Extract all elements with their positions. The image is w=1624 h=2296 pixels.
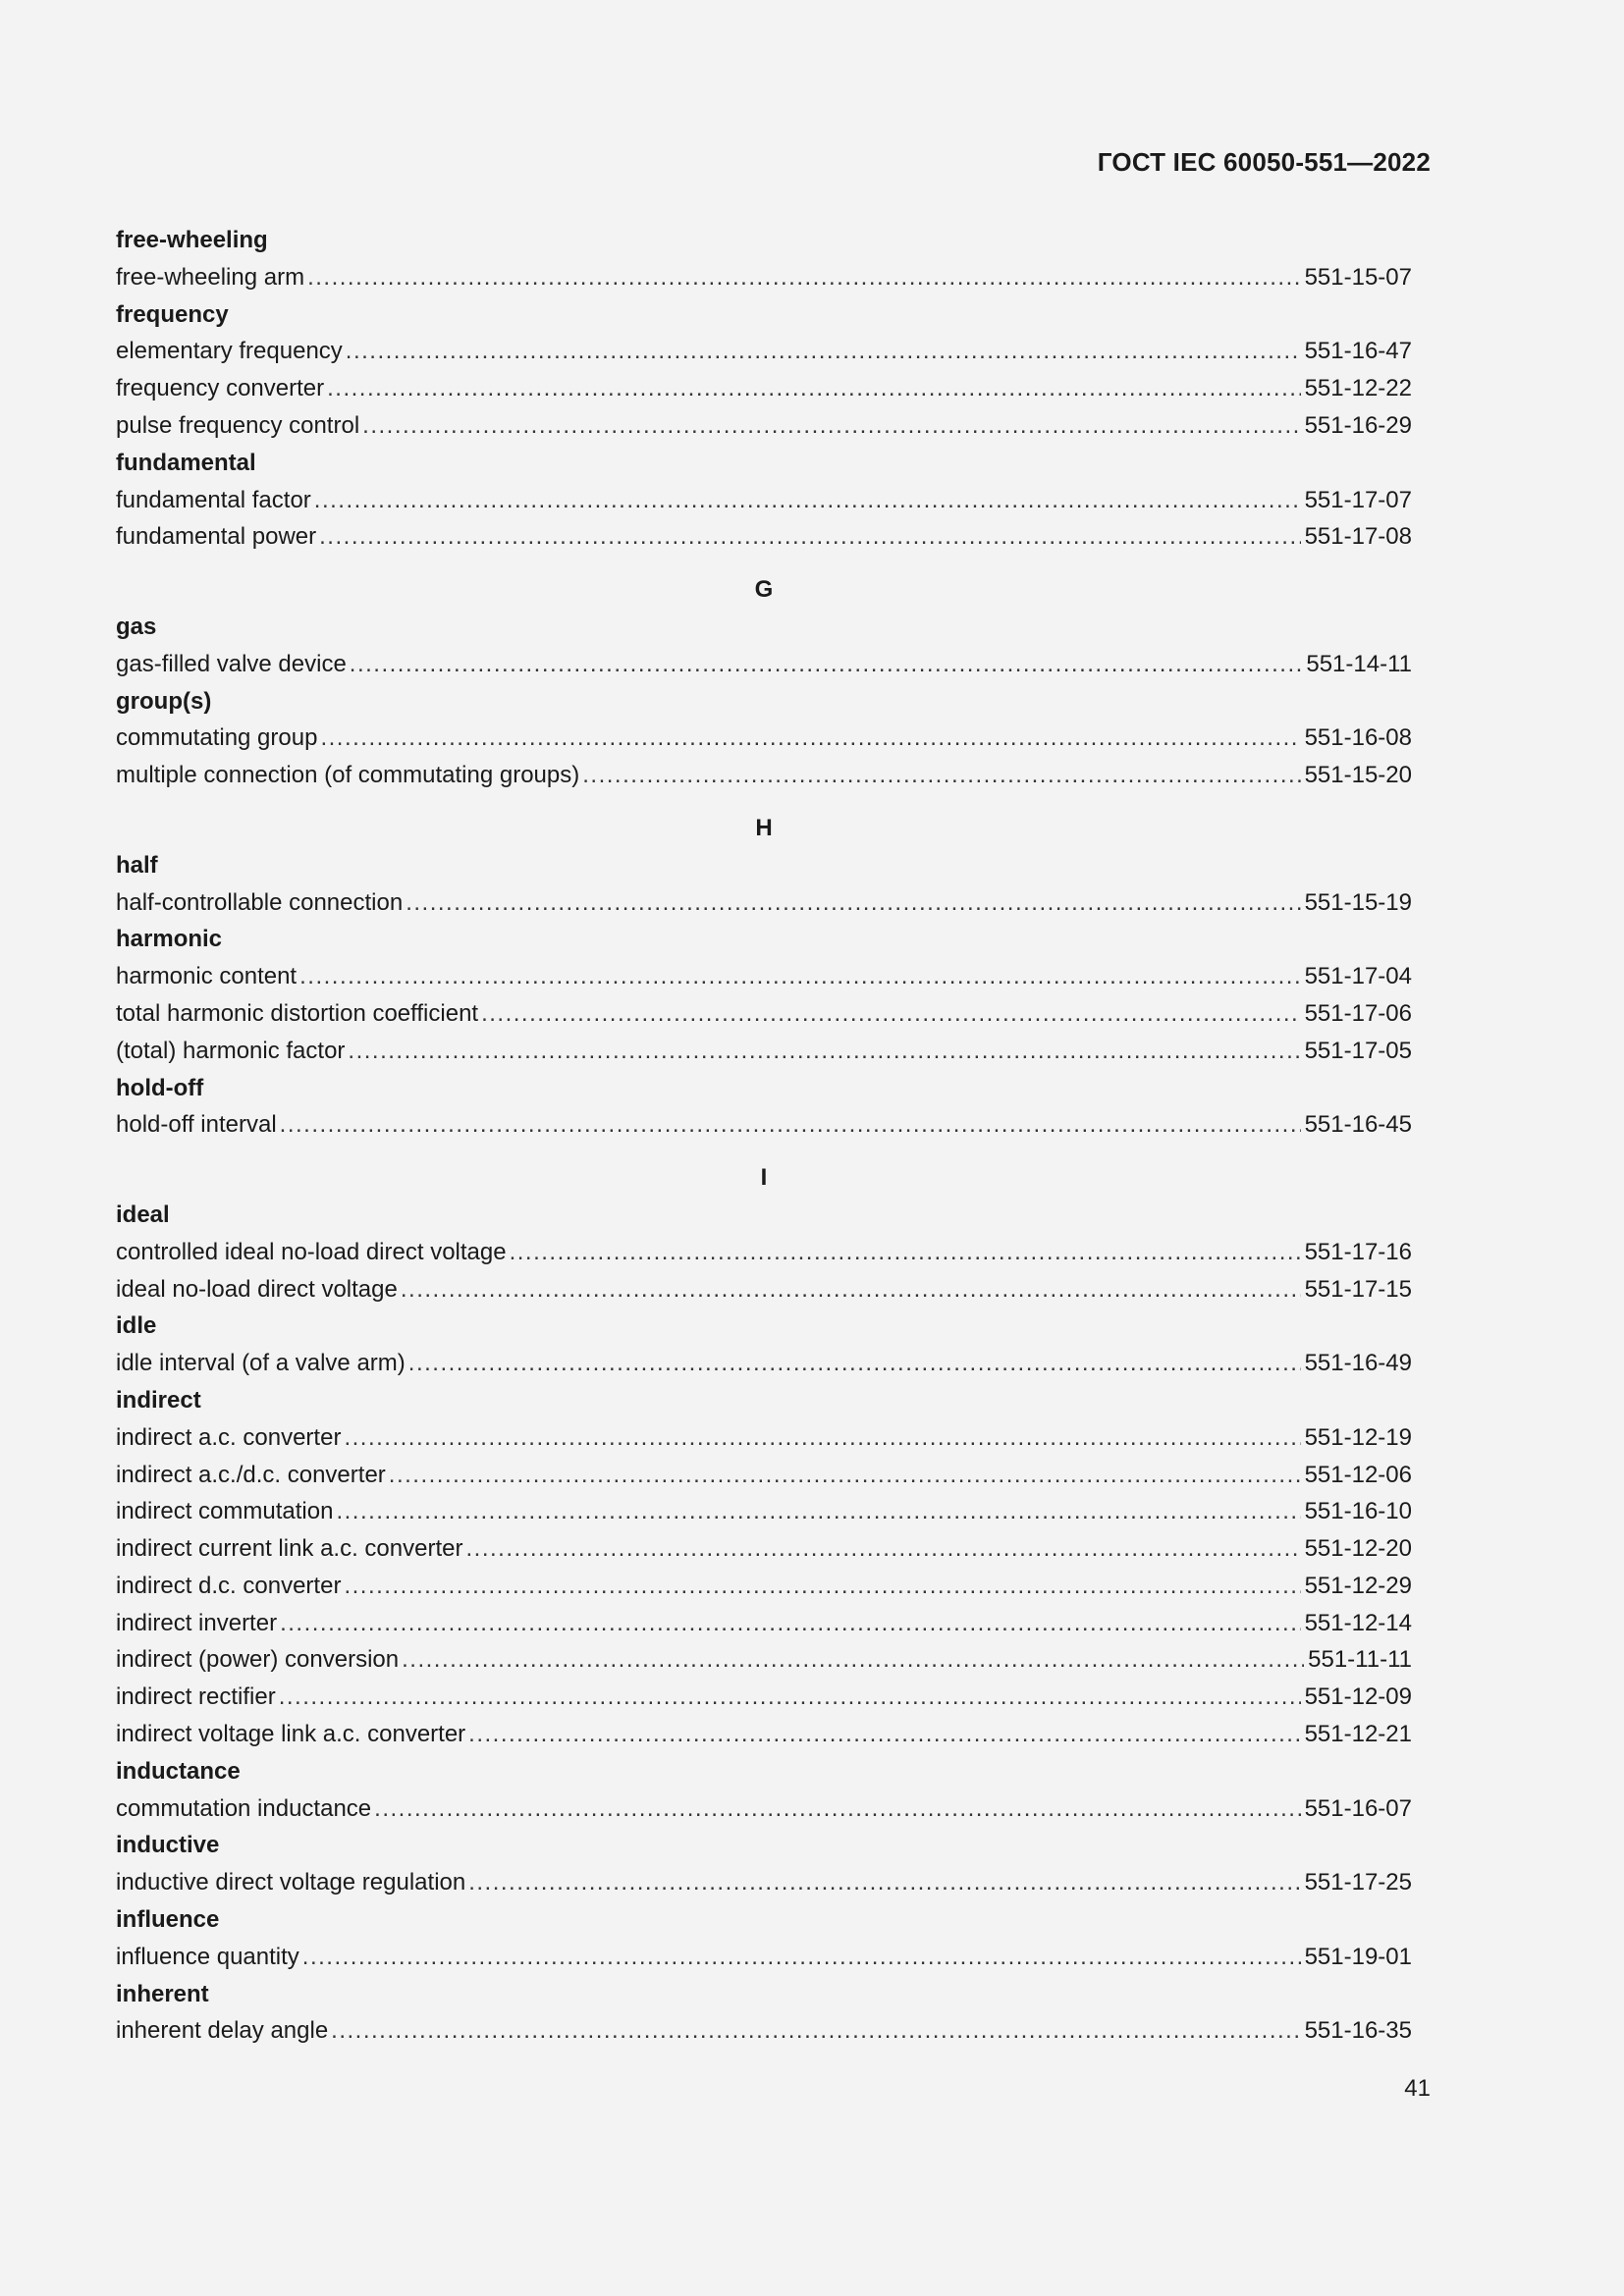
entry-code: 551-16-29 (1304, 411, 1412, 439)
entry-code: 551-12-21 (1304, 1721, 1412, 1748)
entry-term: commutation inductance (116, 1794, 372, 1822)
dot-leader (327, 370, 1300, 407)
dot-leader (299, 958, 1300, 995)
dot-leader (362, 407, 1300, 445)
index-entry (116, 1605, 1412, 1642)
index-entry (116, 1530, 1412, 1568)
index-entry (116, 1790, 1412, 1828)
entry-term: indirect a.c./d.c. converter (116, 1461, 386, 1488)
index-entry (116, 1641, 1412, 1679)
entry-code: 551-12-19 (1304, 1423, 1412, 1451)
dot-leader (320, 720, 1300, 757)
entry-code: 551-12-29 (1304, 1572, 1412, 1599)
dot-leader (481, 995, 1300, 1033)
entry-term: indirect rectifier (116, 1683, 276, 1711)
entry-code: 551-16-45 (1304, 1111, 1412, 1139)
index-entry (116, 1568, 1412, 1605)
dot-leader (336, 1493, 1300, 1530)
index-heading: half (116, 851, 158, 879)
index-entry (116, 333, 1412, 370)
entry-code: 551-12-20 (1304, 1535, 1412, 1563)
entry-term: indirect commutation (116, 1498, 334, 1525)
entry-term: indirect (power) conversion (116, 1646, 400, 1674)
index-entry (116, 259, 1412, 296)
index-entry (116, 1106, 1412, 1144)
entry-term: indirect d.c. converter (116, 1572, 342, 1599)
index-entry (116, 370, 1412, 407)
index-entry (116, 2012, 1412, 2050)
index-heading: idle (116, 1312, 157, 1340)
entry-code: 551-17-08 (1304, 523, 1412, 551)
dot-leader (279, 1679, 1301, 1716)
entry-code: 551-15-19 (1304, 888, 1412, 916)
index-entry (116, 646, 1412, 683)
entry-term: inherent delay angle (116, 2017, 329, 2045)
entry-code: 551-12-09 (1304, 1683, 1412, 1711)
entry-term: inductive direct voltage regulation (116, 1869, 466, 1896)
dot-leader (468, 1716, 1300, 1753)
document-header: ГОСТ IEC 60050-551—2022 (1097, 147, 1431, 177)
index-heading: hold-off (116, 1074, 204, 1101)
dot-leader (344, 1568, 1300, 1605)
index-entry (116, 1033, 1412, 1070)
entry-code: 551-17-15 (1304, 1275, 1412, 1303)
dot-leader (350, 646, 1303, 683)
entry-code: 551-17-04 (1304, 963, 1412, 990)
dot-leader (468, 1864, 1300, 1901)
index-entry (116, 1345, 1412, 1382)
entry-code: 551-16-10 (1304, 1498, 1412, 1525)
dot-leader (280, 1106, 1301, 1144)
index-entry (116, 1716, 1412, 1753)
dot-leader (314, 482, 1301, 519)
entry-term: idle interval (of a valve arm) (116, 1350, 406, 1377)
entry-code: 551-14-11 (1306, 650, 1412, 677)
entry-term: indirect inverter (116, 1609, 278, 1636)
index-entry (116, 1419, 1412, 1457)
index-heading: frequency (116, 300, 229, 328)
dot-leader (344, 1419, 1300, 1457)
index-heading: inductance (116, 1757, 241, 1785)
index-entry (116, 1679, 1412, 1716)
entry-term: influence quantity (116, 1943, 299, 1970)
index-entry (116, 1939, 1412, 1976)
dot-leader (302, 1939, 1301, 1976)
entry-term: hold-off interval (116, 1111, 277, 1139)
entry-term: pulse frequency control (116, 411, 360, 439)
index-entry (116, 518, 1412, 556)
index-heading: indirect (116, 1386, 201, 1414)
entry-code: 551-16-47 (1304, 338, 1412, 365)
index-entry (116, 884, 1412, 922)
entry-code: 551-12-22 (1304, 375, 1412, 402)
dot-leader (331, 2012, 1300, 2050)
index-heading: fundamental (116, 449, 256, 476)
entry-term: fundamental factor (116, 486, 311, 513)
index-entry (116, 1457, 1412, 1494)
index-entry (116, 407, 1412, 445)
index-heading: free-wheeling (116, 227, 268, 253)
entry-term: gas-filled valve device (116, 650, 347, 677)
entry-code: 551-12-06 (1304, 1461, 1412, 1488)
index-letter: G (754, 576, 774, 604)
index-entry (116, 1864, 1412, 1901)
index-heading: inductive (116, 1832, 220, 1859)
dot-leader (374, 1790, 1300, 1828)
index-heading: harmonic (116, 926, 223, 953)
entry-term: indirect voltage link a.c. converter (116, 1721, 466, 1748)
dot-leader (510, 1234, 1301, 1271)
dot-leader (402, 1641, 1304, 1679)
dot-leader (582, 757, 1300, 794)
index-letter: H (755, 814, 773, 841)
index-letter: I (760, 1164, 768, 1192)
entry-term: multiple connection (of commutating groups) (116, 762, 580, 789)
entry-term: fundamental power (116, 523, 317, 551)
entry-code: 551-11-11 (1308, 1646, 1412, 1674)
entry-term: ideal no-load direct voltage (116, 1275, 398, 1303)
entry-code: 551-15-07 (1304, 263, 1412, 291)
index-entry (116, 720, 1412, 757)
entry-term: commutating group (116, 724, 318, 752)
entry-code: 551-17-07 (1304, 486, 1412, 513)
entry-code: 551-17-25 (1304, 1869, 1412, 1896)
term-index (116, 222, 1412, 2050)
index-heading: inherent (116, 1980, 209, 2007)
dot-leader (406, 884, 1300, 922)
entry-code: 551-17-16 (1304, 1238, 1412, 1265)
entry-code: 551-16-08 (1304, 724, 1412, 752)
dot-leader (408, 1345, 1301, 1382)
index-heading: influence (116, 1906, 220, 1934)
entry-code: 551-16-35 (1304, 2017, 1412, 2045)
entry-code: 551-17-06 (1304, 999, 1412, 1027)
dot-leader (346, 333, 1301, 370)
index-entry (116, 1271, 1412, 1308)
index-entry (116, 757, 1412, 794)
dot-leader (319, 518, 1300, 556)
entry-code: 551-16-07 (1304, 1794, 1412, 1822)
entry-term: frequency converter (116, 375, 325, 402)
entry-term: indirect a.c. converter (116, 1423, 342, 1451)
entry-term: free-wheeling arm (116, 263, 305, 291)
dot-leader (465, 1530, 1300, 1568)
entry-term: half-controllable connection (116, 888, 404, 916)
index-heading: ideal (116, 1201, 170, 1228)
entry-code: 551-19-01 (1304, 1943, 1412, 1970)
dot-leader (389, 1457, 1301, 1494)
entry-term: harmonic content (116, 963, 298, 990)
dot-leader (307, 259, 1300, 296)
index-heading: gas (116, 613, 157, 640)
entry-term: controlled ideal no-load direct voltage (116, 1238, 507, 1265)
index-heading: group(s) (116, 687, 212, 715)
entry-code: 551-16-49 (1304, 1350, 1412, 1377)
index-entry (116, 1493, 1412, 1530)
entry-code: 551-17-05 (1304, 1037, 1412, 1064)
entry-term: elementary frequency (116, 338, 343, 365)
entry-term: (total) harmonic factor (116, 1037, 346, 1064)
index-entry (116, 1234, 1412, 1271)
entry-term: indirect current link a.c. converter (116, 1535, 463, 1563)
entry-term: total harmonic distortion coefficient (116, 999, 479, 1027)
entry-code: 551-15-20 (1304, 762, 1412, 789)
dot-leader (280, 1605, 1301, 1642)
page-number: 41 (1404, 2075, 1431, 2102)
index-entry (116, 958, 1412, 995)
entry-code: 551-12-14 (1304, 1609, 1412, 1636)
index-entry (116, 482, 1412, 519)
index-entry (116, 995, 1412, 1033)
dot-leader (401, 1271, 1301, 1308)
dot-leader (348, 1033, 1300, 1070)
